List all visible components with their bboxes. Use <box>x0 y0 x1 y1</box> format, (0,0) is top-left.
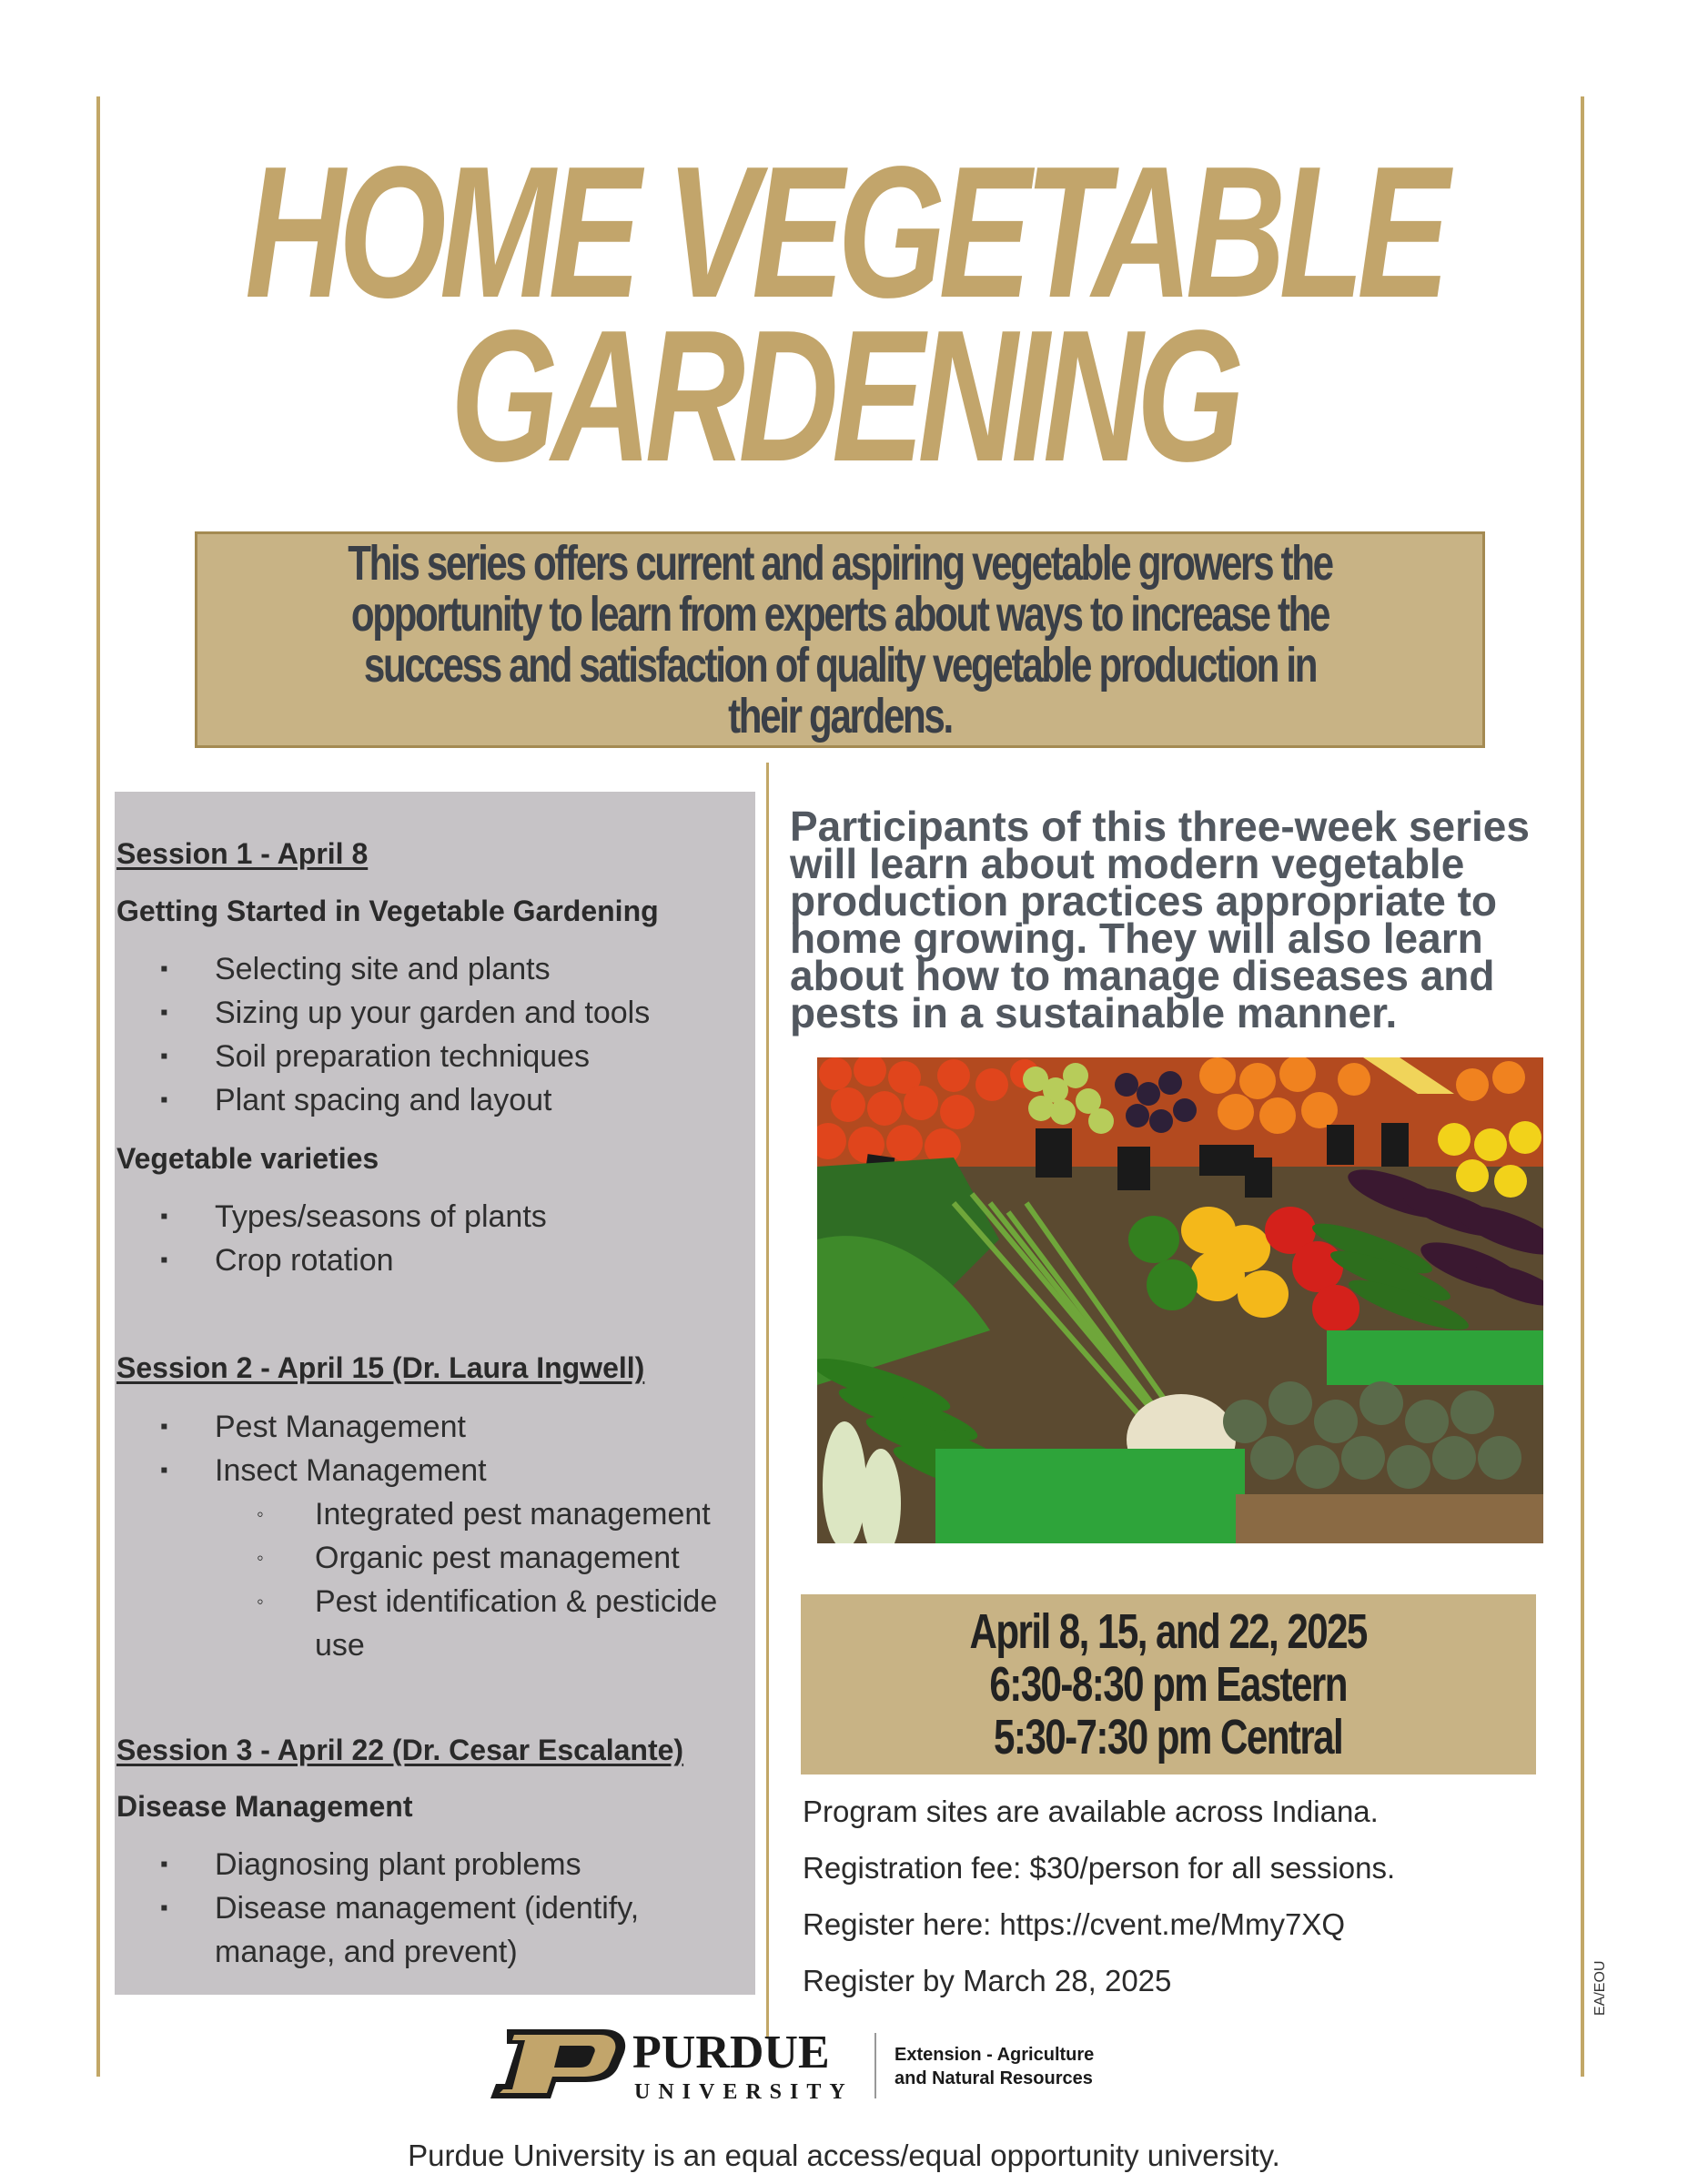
schedule-central-time: 5:30-7:30 pm Central <box>994 1710 1343 1764</box>
extension-unit-line-1: Extension - Agriculture <box>895 2045 1095 2065</box>
university-wordmark: UNIVERSITY <box>634 2080 854 2104</box>
intro-text: This series offers current and aspiring vegetable growers the opportunity to learn from experts about ways to increase the success and satisfaction of quality vegetable production in their gardens. <box>348 536 1332 743</box>
intro-box <box>195 531 1485 748</box>
bullet-icon: ▪ <box>160 1044 168 1068</box>
logo-divider <box>874 2033 876 2098</box>
purdue-p-logo-icon <box>490 2029 625 2098</box>
bullet-icon: ▪ <box>160 1458 168 1482</box>
title-line-2: GARDENING <box>450 291 1238 500</box>
circle-bullet-icon: ◦ <box>257 1502 264 1525</box>
column-divider-line <box>766 763 769 2037</box>
circle-bullet-icon: ◦ <box>257 1546 264 1569</box>
session-3-heading: Session 3 - April 22 (Dr. Cesar Escalante) <box>116 1734 684 1766</box>
bullet-icon: ▪ <box>160 1087 168 1112</box>
bullet-icon: ▪ <box>160 956 168 981</box>
schedule-box <box>801 1594 1536 1774</box>
registration-deadline: Register by March 28, 2025 <box>803 1964 1172 1997</box>
purdue-wordmark: PURDUE <box>632 2027 830 2078</box>
session-2-heading: Session 2 - April 15 (Dr. Laura Ingwell) <box>116 1351 645 1384</box>
session-1-heading: Session 1 - April 8 <box>116 837 369 870</box>
bullet-icon: ▪ <box>160 1852 168 1876</box>
equal-opportunity-statement: Purdue University is an equal access/equal opportunity university. <box>408 2138 1280 2172</box>
right-border-line <box>1581 96 1584 2077</box>
bullet-icon: ▪ <box>160 1204 168 1228</box>
program-sites-text: Program sites are available across Indiana. <box>803 1795 1379 1828</box>
schedule-eastern-time: 6:30-8:30 pm Eastern <box>989 1657 1348 1712</box>
extension-unit-line-2: and Natural Resources <box>895 2068 1093 2088</box>
participants-description: Participants of this three-week series will learn about modern vegetable production practices appropriate to home growing. They will also learn about how to manage diseases and pests in a sustainable manner. <box>790 803 1530 1036</box>
session-1-subheading: Getting Started in Vegetable Gardening <box>116 895 659 927</box>
vegetable-market-illustration <box>817 1057 1543 1543</box>
registration-link[interactable]: Register here: https://cvent.me/Mmy7XQ <box>803 1907 1346 1941</box>
eaeou-code: EA/EOU <box>1592 1960 1608 2016</box>
bullet-icon: ▪ <box>160 1414 168 1439</box>
bullet-icon: ▪ <box>160 1896 168 1920</box>
session-3-subheading: Disease Management <box>116 1790 413 1823</box>
registration-fee-text: Registration fee: $30/person for all sessions. <box>803 1851 1396 1885</box>
vegetable-varieties-heading: Vegetable varieties <box>116 1142 379 1175</box>
bullet-icon: ▪ <box>160 1000 168 1025</box>
purdue-extension-logo <box>487 2026 1115 2104</box>
title-line-1: HOME VEGETABLE <box>245 127 1443 337</box>
schedule-dates: April 8, 15, and 22, 2025 <box>969 1604 1368 1659</box>
bullet-icon: ▪ <box>160 1248 168 1272</box>
circle-bullet-icon: ◦ <box>257 1590 264 1613</box>
vegetable-market-photo <box>817 1057 1543 1543</box>
left-border-line <box>96 96 100 2077</box>
